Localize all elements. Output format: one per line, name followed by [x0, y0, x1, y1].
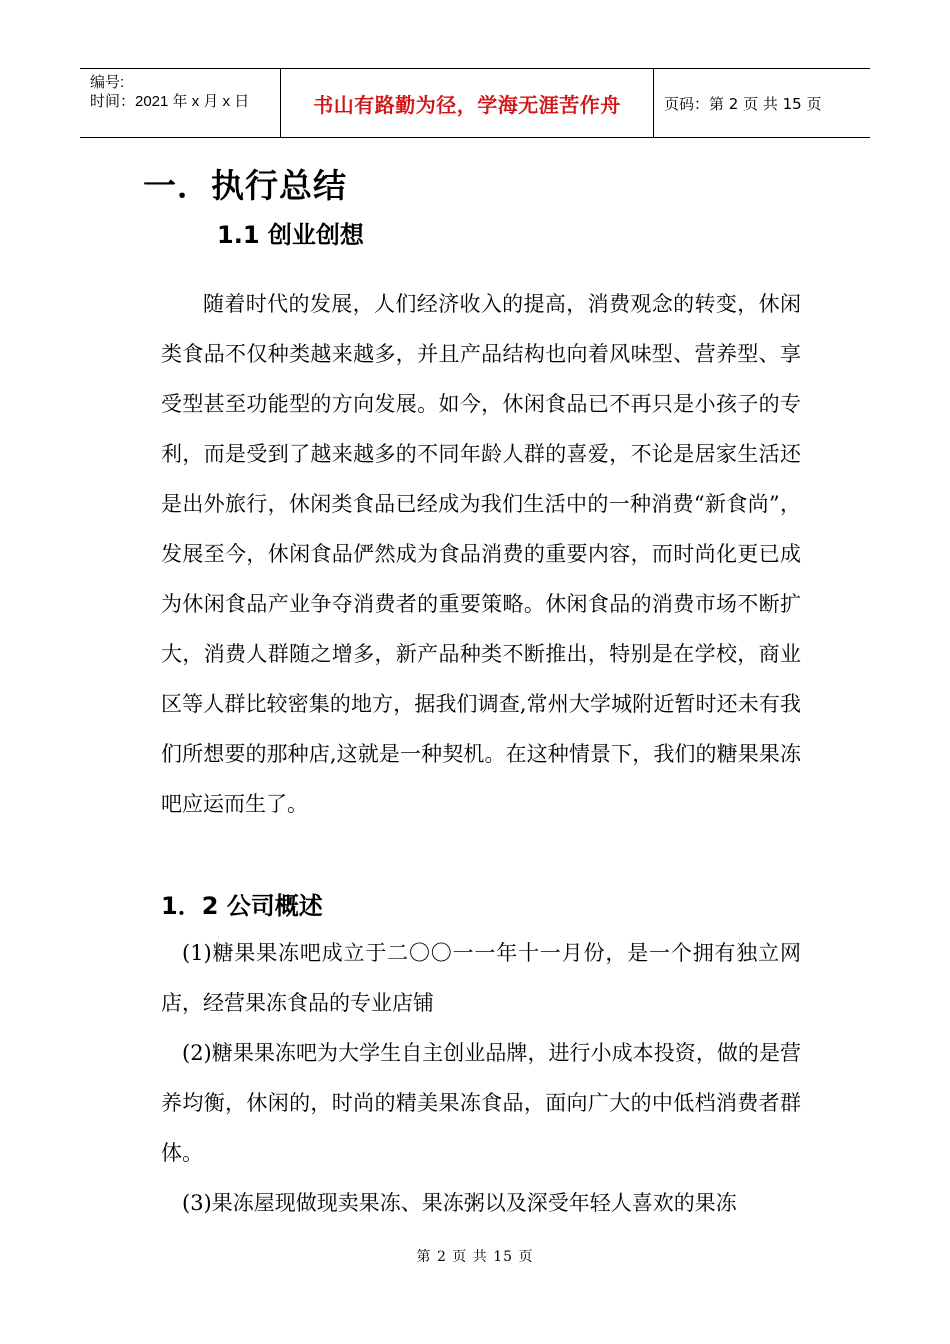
list-item: (2)糖果果冻吧为大学生自主创业品牌，进行小成本投资，做的是营养均衡，休闲的，时尚的精美果冻食品，面向广大的中低档消费者群体。: [161, 1041, 801, 1165]
header-meta: [80, 69, 281, 137]
list-item: (3)果冻屋现做现卖果冻、果冻粥以及深受年轻人喜欢的果冻: [182, 1191, 737, 1215]
header-motto: 书山有路勤为径，学海无涯苦作舟: [281, 69, 654, 137]
number-label: 编号:: [90, 74, 125, 91]
page-footer: 第 2 页 共 15 页: [416, 1249, 534, 1265]
list-item: (1)糖果果冻吧成立于二〇〇一一年十一月份，是一个拥有独立网店，经营果冻食品的专业店铺: [161, 941, 801, 1015]
page-header: [80, 68, 870, 138]
header-page-code: 页码：第 2 页 共 15 页: [664, 94, 822, 113]
date-label: 时间：2021 年 x 月 x 日: [90, 93, 250, 110]
subsection-title-1: 1.1 创业创想: [217, 221, 364, 249]
section-title: 一．执行总结: [143, 166, 347, 205]
subsection-title-2: 1．2 公司概述: [161, 892, 323, 920]
paragraph-intro: 随着时代的发展，人们经济收入的提高，消费观念的转变，休闲类食品不仅种类越来越多，并且产品结构也向着风味型、营养型、享受型甚至功能型的方向发展。如今，休闲食品已不再只是小孩子的专利，而是受到了越来越多的不同年龄人群的喜爱，不论是居家生活还是出外旅行，休闲类食品已经成为我们生活中的一种消费“新食尚”，发展至今，休闲食品俨然成为食品消费的重要内容，而时尚化更已成为休闲食品产业争夺消费者的重要策略。休闲食品的消费市场不断扩大，消费人群随之增多，新产品种类不断推出，特别是在学校，商业区等人群比较密集的地方，据我们调查,常州大学城附近暂时还未有我们所想要的那种店,这就是一种契机。在这种情景下，我们的糖果果冻吧应运而生了。: [161, 292, 801, 816]
